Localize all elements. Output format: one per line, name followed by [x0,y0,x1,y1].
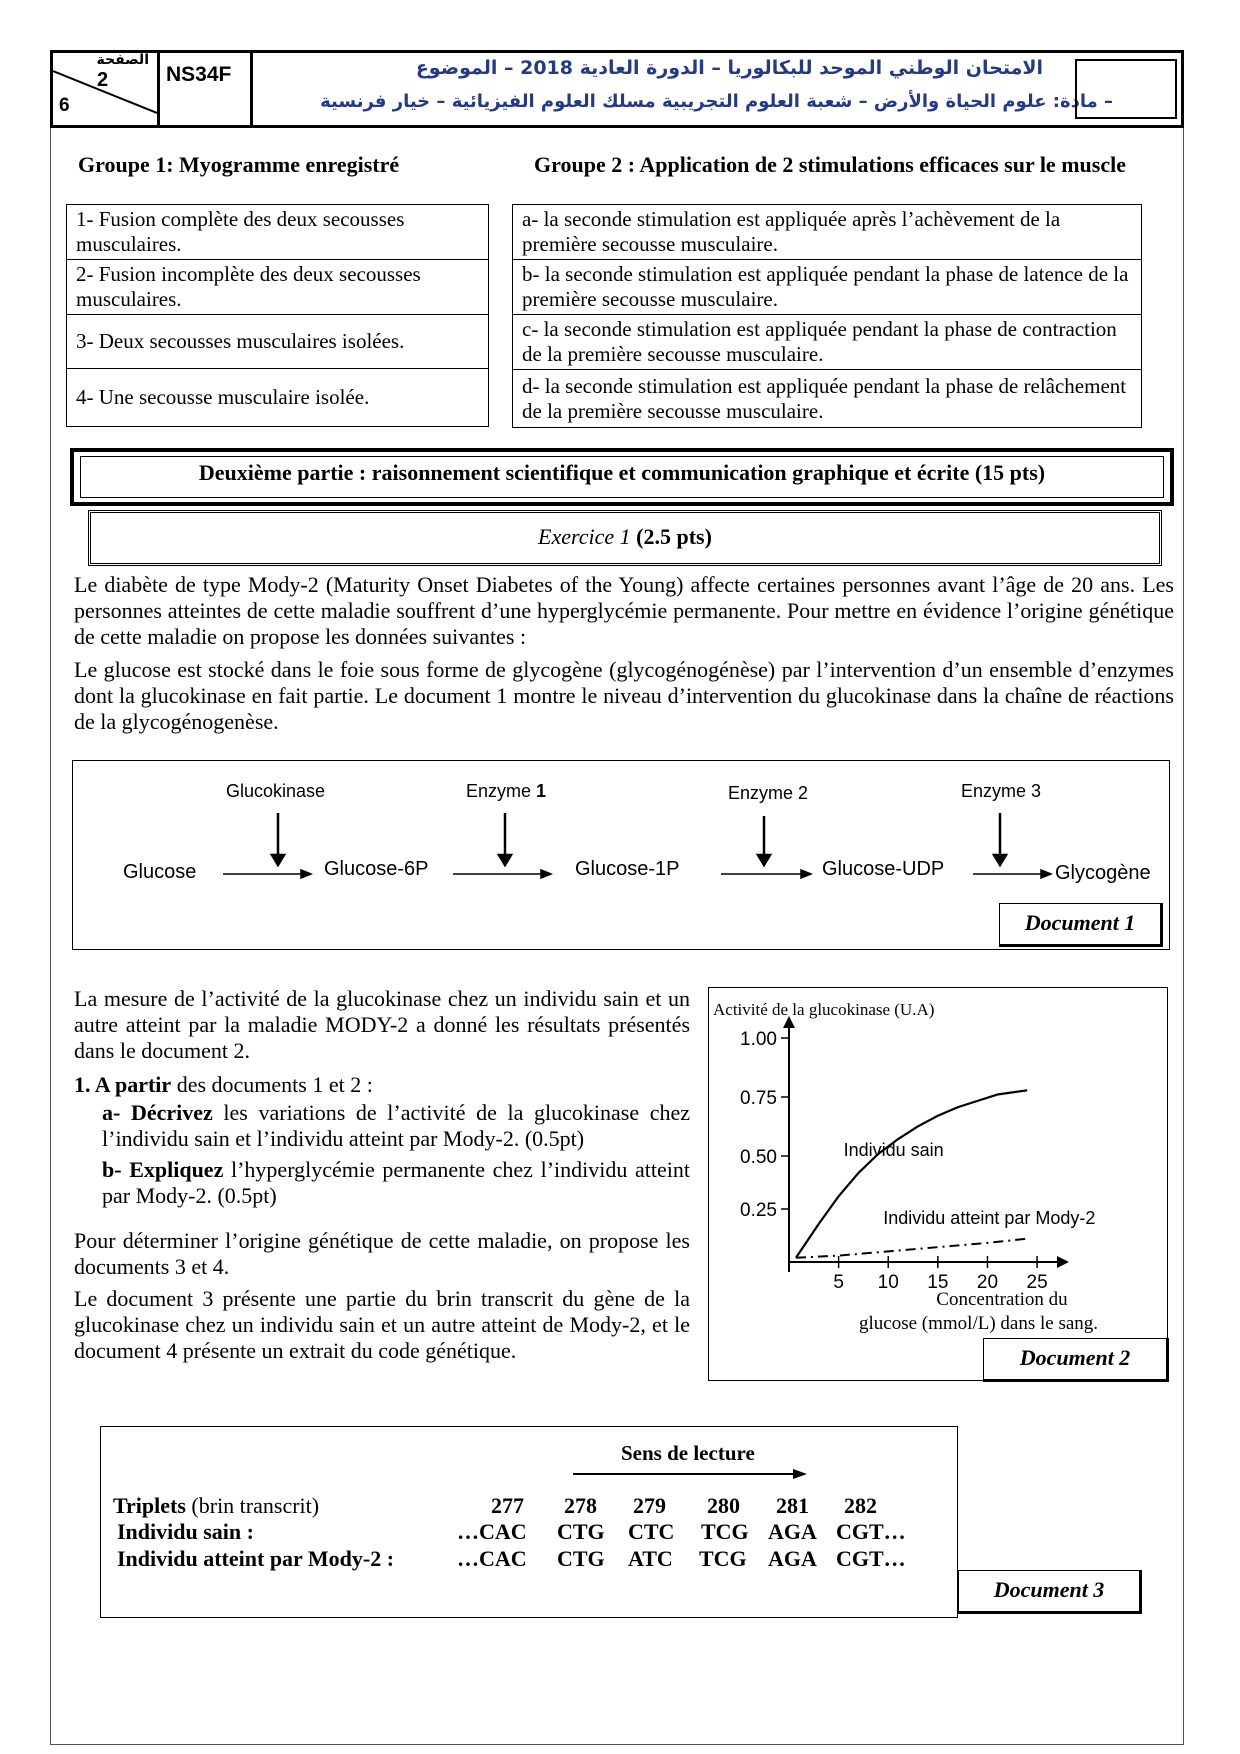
group1-title: Groupe 1: Myogramme enregistré [78,152,400,177]
document1-label: Document 1 [999,903,1163,947]
right-arrow [301,870,311,878]
y-tick-label: 0.75 [740,1088,777,1109]
doc34-description: Le document 3 présente une partie du brin transcrit du gène de la glucokinase chez un individu sain et un autre atteint de Mody-2, et le document 4 présente un extrait du code génétique. [74,1286,690,1363]
molecule-label: Glucose-6P [324,858,429,880]
group1-item: 4- Une secousse musculaire isolée. [67,369,489,427]
exam-header [50,50,1184,128]
table-row [513,370,1142,428]
series-label-healthy: Individu sain [843,1140,944,1160]
healthy-triplet: CGT… [836,1519,906,1544]
x-axis-arrow [1057,1256,1069,1268]
mody-triplet: CGT… [836,1546,906,1571]
mody-triplet: AGA [768,1546,817,1571]
y-tick-label: 1.00 [740,1029,777,1050]
exercise-title [91,524,1159,550]
healthy-triplet: …CAC [457,1519,527,1544]
triplet-number: 277 [491,1493,524,1518]
series-line-mody [796,1239,1027,1258]
group2-item: b- la seconde stimulation est appliquée pendant la phase de latence de la première secousse musculaire. [513,260,1142,315]
intro-paragraph-1: Le diabète de type Mody-2 (Maturity Onset Diabetes of the Young) affecte certaines personnes avant l’âge de 20 ans. Les personnes atteintes de cette maladie souffrent d’une hyperglycémie permanente. Pour mettre en évidence l’origine génétique de cette maladie on propose les données suivantes : [74,572,1174,649]
table-row [513,315,1142,370]
group2-table [512,204,1142,428]
enzyme-label: Enzyme 3 [961,781,1042,801]
exam-title [253,53,1113,125]
healthy-triplet: CTG [557,1519,605,1544]
chart-title: Activité de la glucokinase (U.A) [713,1000,935,1019]
series-label-mody: Individu atteint par Mody-2 [883,1207,1096,1228]
group1-item: 2- Fusion incomplète des deux secousses musculaires. [67,260,489,315]
down-arrow [499,855,511,865]
enzyme-label: Glucokinase [226,781,326,801]
grade-box [1075,59,1177,119]
triplet-number: 282 [844,1493,877,1518]
page-label: الصفحة [96,52,149,68]
mody-triplet: ATC [628,1546,673,1571]
enzyme-label: Enzyme 2 [728,783,809,803]
mody-triplet: CTG [557,1546,605,1571]
table-row [67,315,489,369]
table-row [67,369,489,427]
mody-label: Individu atteint par Mody-2 : [117,1546,395,1571]
reading-direction-label: Sens de lecture [621,1441,755,1465]
healthy-triplet: TCG [701,1519,749,1544]
part2-title: Deuxième partie : raisonnement scientifique et communication graphique et écrite (15 pts) [198,460,1046,485]
part2-box [70,448,1174,506]
exam-code-box [160,53,253,125]
healthy-triplet: AGA [768,1519,817,1544]
question-1b: b- Expliquez l’hyperglycémie permanente chez l’individu atteint par Mody-2. (0.5pt) [102,1157,690,1208]
down-arrow [758,855,770,865]
title-line-2: – مادة: علوم الحياة والأرض – شعبة العلوم التجريبية مسلك العلوم الفيزيائية – خيار فرنسية [320,91,1113,112]
group1-item: 3- Deux secousses musculaires isolées. [67,315,489,369]
triplet-number: 281 [776,1493,809,1518]
table-row [513,260,1142,315]
right-arrow [801,870,811,878]
molecule-label: Glucose-1P [575,858,680,880]
exercise-points: (2.5 pts) [630,524,712,549]
chart-xlabel: Concentration du glucose (mmol/L) dans le sang. [859,1289,1099,1334]
down-arrow [272,855,284,865]
title-line-1: الامتحان الوطني الموحد للبكالوريا – الدورة العادية 2018 – الموضوع [415,57,1043,79]
triplet-number: 280 [707,1493,740,1518]
doc2-intro: La mesure de l’activité de la glucokinase chez un individu sain et un autre atteint par la maladie MODY-2 a donné les résultats présentés dans le document 2. [74,986,690,1063]
group2-item: c- la seconde stimulation est appliquée pendant la phase de contraction de la première secousse musculaire. [513,315,1142,370]
document2-box [708,987,1168,1381]
right-arrow [1041,870,1051,878]
series-line-healthy [796,1090,1027,1257]
page-number: 2 [97,69,109,91]
document3-box [100,1426,958,1618]
document2-label: Document 2 [983,1338,1169,1382]
molecule-label: Glucose [123,861,197,883]
exercise-box [88,510,1162,566]
exercise-name: Exercice 1 [538,524,631,549]
page-indicator [53,53,160,125]
document1-box [72,760,1170,950]
triplet-number: 279 [633,1493,666,1518]
table-row [67,205,489,260]
group2-title: Groupe 2 : Application de 2 stimulations efficaces sur le muscle [534,152,1126,177]
table-row [67,260,489,315]
group1-table [66,204,489,427]
healthy-label: Individu sain : [117,1519,254,1544]
reading-direction-arrow [571,1467,811,1481]
document3-label: Document 3 [958,1570,1142,1614]
healthy-triplet: CTC [628,1519,675,1544]
x-tick-label: 25 [1026,1272,1048,1293]
enzyme-label: Enzyme 1 [466,781,547,801]
x-tick-label: 10 [877,1272,899,1293]
table-row [513,205,1142,260]
exam-code: NS34F [166,63,232,86]
x-tick-label: 20 [976,1272,999,1293]
x-tick-label: 15 [927,1272,949,1293]
group2-item: d- la seconde stimulation est appliquée pendant la phase de relâchement de la première secousse musculaire. [513,370,1142,428]
doc34-intro: Pour déterminer l’origine génétique de cette maladie, on propose les documents 3 et 4. [74,1228,690,1279]
right-arrow [541,870,551,878]
group1-item: 1- Fusion complète des deux secousses musculaires. [67,205,489,260]
triplet-number: 278 [564,1493,597,1518]
molecule-label: Glucose-UDP [822,858,945,880]
triplets-label: Triplets (brin transcrit) [113,1493,320,1518]
question-1a: a- Décrivez les variations de l’activité de la glucokinase chez l’individu sain et l’individu atteint par Mody-2. (0.5pt) [102,1100,691,1151]
down-arrow [994,855,1006,865]
intro-paragraph-2: Le glucose est stocké dans le foie sous forme de glycogène (glycogénogénèse) par l’intervention d’un ensemble d’enzymes dont la glucokinase en fait partie. Le document 1 montre le niveau d’intervention du glucokinase dans la chaîne de réactions de la glycogénogenèse. [74,657,1174,734]
group2-item: a- la seconde stimulation est appliquée après l’achèvement de la première secousse musculaire. [513,205,1142,260]
mody-triplet: TCG [699,1546,747,1571]
y-tick-label: 0.25 [740,1200,777,1221]
page-total: 6 [59,95,70,116]
x-tick-label: 5 [833,1272,844,1293]
question-1: 1. A partir des documents 1 et 2 : [74,1072,373,1097]
molecule-label: Glycogène [1055,862,1151,884]
mody-triplet: …CAC [457,1546,527,1571]
y-tick-label: 0.50 [740,1147,777,1168]
